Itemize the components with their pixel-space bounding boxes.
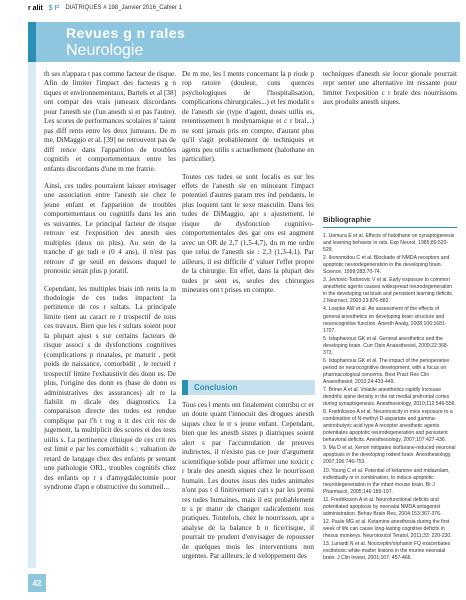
running-header [28, 3, 458, 13]
section-title: Revues g n rales [66, 25, 186, 41]
reference-item: 9. Ma D et al. Xenon mitigates isoflurane-induced neuronal apoptosis in the developing rodent brain. Anesthesiology, 2007;106:746-753. [323, 445, 456, 466]
reference-item: 1. Uemura E et al. Effects of halothane on synaptogenesis and learning behavior in rats. Exp Neurol, 1985;89:520-529. [323, 233, 455, 254]
paragraph: Cependant, les multiples biais inh rents la m thodologie de ces tudes impactent la pertinence de ces r sultats. La principale limite tient au caract re r trospectif de tous ces travaux. Bien que les r sultats soient pour la plupart ajust s sur certains facteurs de risque associ s de dysfonctions cognitives (complications p rinatales, pr maturit , petit poids de naissance, comorbidit , le recueil r trospectif limite l'exhaustivit des donn es. De plus, l'origine des donn es (base de donn es administratives des assurances) alt re la fiabilit m dicale des diagnostics. La comparaison directe des tudes est rendue complique par l'h t rog n it des crit res de jugement, la multiplicit des scores et des tests utilis s. La pertinence clinique de ces crit res est limit e par les comorbidit s : valuation de retard de langage chez des enfants pr sentant une pathologie ORL, troubles cognitifs chez des enfants op r s d'amygdalectomie pour syndrome d'apn e obstructive du sommeil... [44, 284, 176, 492]
issue-info: DIATRIQUES # 198_Janvier 2016_Cahier 1 [65, 5, 182, 11]
paragraph: Toutes ces tudes se sont focalis es sur les effets de l'anesth sie en minorant l'impact potentiel d'autres param tres ind pendants, le plus loquent tant le sexe masculin. Dans les tudes de DiMaggio, apr s ajustement, le risque de dysfonction cognitivo-comportementales des gar ons est augment avec un OR de 2,7 (1,5-4,7), du m me ordre que celui de l'anesth sie : 2,3 (1,3-4,1). Par ailleurs, il est difficile d' valuer l'effet propre de la chirurgie. En effet, dans la plupart des tudes pr sent es, seules des chirurgies mineures ont t prises en compte. [182, 172, 314, 294]
conclusion-heading [182, 380, 315, 395]
paragraph: De m me, les l ments concernant la p riode p rop ratoire (douleur, cons quences psychologiques de l'hospitalisation, complications chirurgicales...) et les modalit s de l'anesth sie (type d'agent, doses utilis es, retentissement h modynamique et c r bral...) ne sont jamais pris en compte, d'autant plus qu'il s'agit probablement de techniques et agents peu utilis s actuellement (halothane en particulier). [182, 70, 315, 164]
conclusion-body [182, 401, 314, 570]
heading-rule [323, 227, 457, 228]
column-3 [323, 70, 457, 116]
paragraph: techniques d'anesth sie locor gionale pourrait repr senter une alternative int ressante pour limiter l'exposition c r brale des nourrissons aux produits anesth siques. [323, 70, 457, 107]
reference-item: 6. Istaphanous GK et al. The impact of the perioperative period on neurocognitive development, with a focus on pharmacological concerns. Best Pract Res Clin Anaesthesiol, 2010;24:433-449. [323, 357, 450, 385]
bibliography-heading [323, 215, 457, 228]
heading-marker [182, 380, 188, 395]
margin-stripe [28, 62, 36, 568]
reference-item: 13. Lunardi N et al. Nociceptin/orphanin FQ exacerbates excitotoxic white-matter lesions in the murine neonatal brain. J Clin Invest, 2001;107: 457-466. [323, 540, 451, 562]
journal-mark: $ P [48, 4, 60, 12]
reference-item: 8. Fredriksson A et al. Neurotoxicity in mice exposure to a combination of N-methyl-D-aspartate and gamma-aminobutyric acid type A receptor anesthetic agents potentiates apoptotic neurodegeneration and persistent behavioral deficits. Anesthesiology, 2007;107:427-436. [323, 409, 453, 444]
column-2 [182, 70, 314, 303]
conclusion-title: Conclusion [194, 383, 238, 392]
journal-tag: r alit [28, 4, 43, 12]
reference-item: 7. Briner A et al. Volatile anesthetics rapidly increase dendritic spine density in the rat medial prefrontal cortex during synaptogenesis. Anesthesiology, 2010;112:546-556. [323, 386, 456, 408]
paragraph: th ses n'appara t pas comme facteur de risque. Afin de limiter l'impact des facteurs g n tiques et environnementaux, Bartels et al [38] ont compar des vrais jumeaux discordants pour l'anesth sie (l'un anesth si et pas l'autre). Les scores de performances scolaires n' taient pas diff rents entre les deux jumeaux. De m me, DiMaggio et al. [39] ne retrouvent pas de diff rence dans l'apparition de troubles cognitifs et comportementaux entre les enfants discordants d'une m me fratrie. [44, 70, 176, 173]
paragraph: Tous ces l ments ont finalement contribu cr er un doute quant l'innocuit des drogues anesth siques chez le tr s jeune enfant. Cependant, bien que les anesth sistes p diatriques soient alert s par l'accumulation de preuves indirectes, il n'existe pas ce jour d'argument scientifique solide pour affirmer une toxicit c r brale des anesth siques chez le nourrisson humain. Les doutes issus des tudes animales n'ont pas t d finitivement cart s par les premi res tudes humaines, mais il est probablement tr s pr matur de changer radicalement nos pratiques. Toutefois, chez le nourrisson, apr s analyse de la balance b n fice/risque, il pourrait tre prudent d'envisager de repousser de quelques mois les interventions non urgentes. Par ailleurs, le d veloppement des [182, 401, 314, 561]
bibliography-list [323, 233, 457, 563]
column-1 [44, 70, 176, 500]
banner-accent [28, 22, 36, 62]
bibliography-title: Bibliographie [323, 215, 371, 224]
reference-item: 11. Fredriksson A et al. Neurofunctional deficits and potentiated apoptosis by neonatal NMDA antagonist administration. Behav Brain Res, 2004;153:367-376. [323, 496, 442, 517]
section-banner [28, 22, 460, 62]
reference-item: 10. Young C et al. Potential of ketamine and midazolam, individually or in combination, to induce apoptotic neurodegeneration in the infant mouse brain. Br J Pharmacol, 2005;146:189-197. [323, 467, 450, 495]
section-subtitle: Neurologie [66, 42, 144, 59]
page-number: 42 [28, 574, 46, 592]
reference-item: 2. Ikonomidou C et al. Blockade of NMDA receptors and apoptotic neurodegeneration in the developing brain. Science, 1999;283:70-74. [323, 255, 450, 276]
reference-item: 3. Jevtovic-Todorovic V et al. Early exposure to common anesthetic agents causes widespread neurodegeneration in the developing rat brain and persistent learning deficits. J Neurosci, 2003;23:876-882. [323, 277, 454, 305]
paragraph: Ainsi, ces tudes pourraient laisser envisager une association entre l'anesth sie chez le jeune enfant et l'apparition de troubles comportementaux ou cognitifs dans les ann es suivantes. Le principal facteur de risque retrouv est l'exposition des anesth sies multiples (deux ou plus). Au sein de la tranche d' ge tudi e (0 4 ans), il n'est pas retrouv d' ge seuil en dessous duquel le pronostic serait plus p joratif. [44, 181, 176, 276]
reference-item: 12. Paule MG et al. Ketamine anesthesia during the first week of life can cause long-lasting cognitive deficits in rhesus monkeys. Neurotoxicol Teratol, 2011;33: 220-230. [323, 518, 452, 539]
reference-item: 5. Istaphanous GK et al. General anesthetics and the developing brain. Curr Opin Anaesthesiol, 2009;22:368-373. [323, 335, 449, 356]
reference-item: 4. Loepke AW et al. An assessment of the effects of general anesthetics on developing brain structure and neurocognitive function. Anesth Analg, 2008;106:1681-1707. [323, 306, 447, 334]
